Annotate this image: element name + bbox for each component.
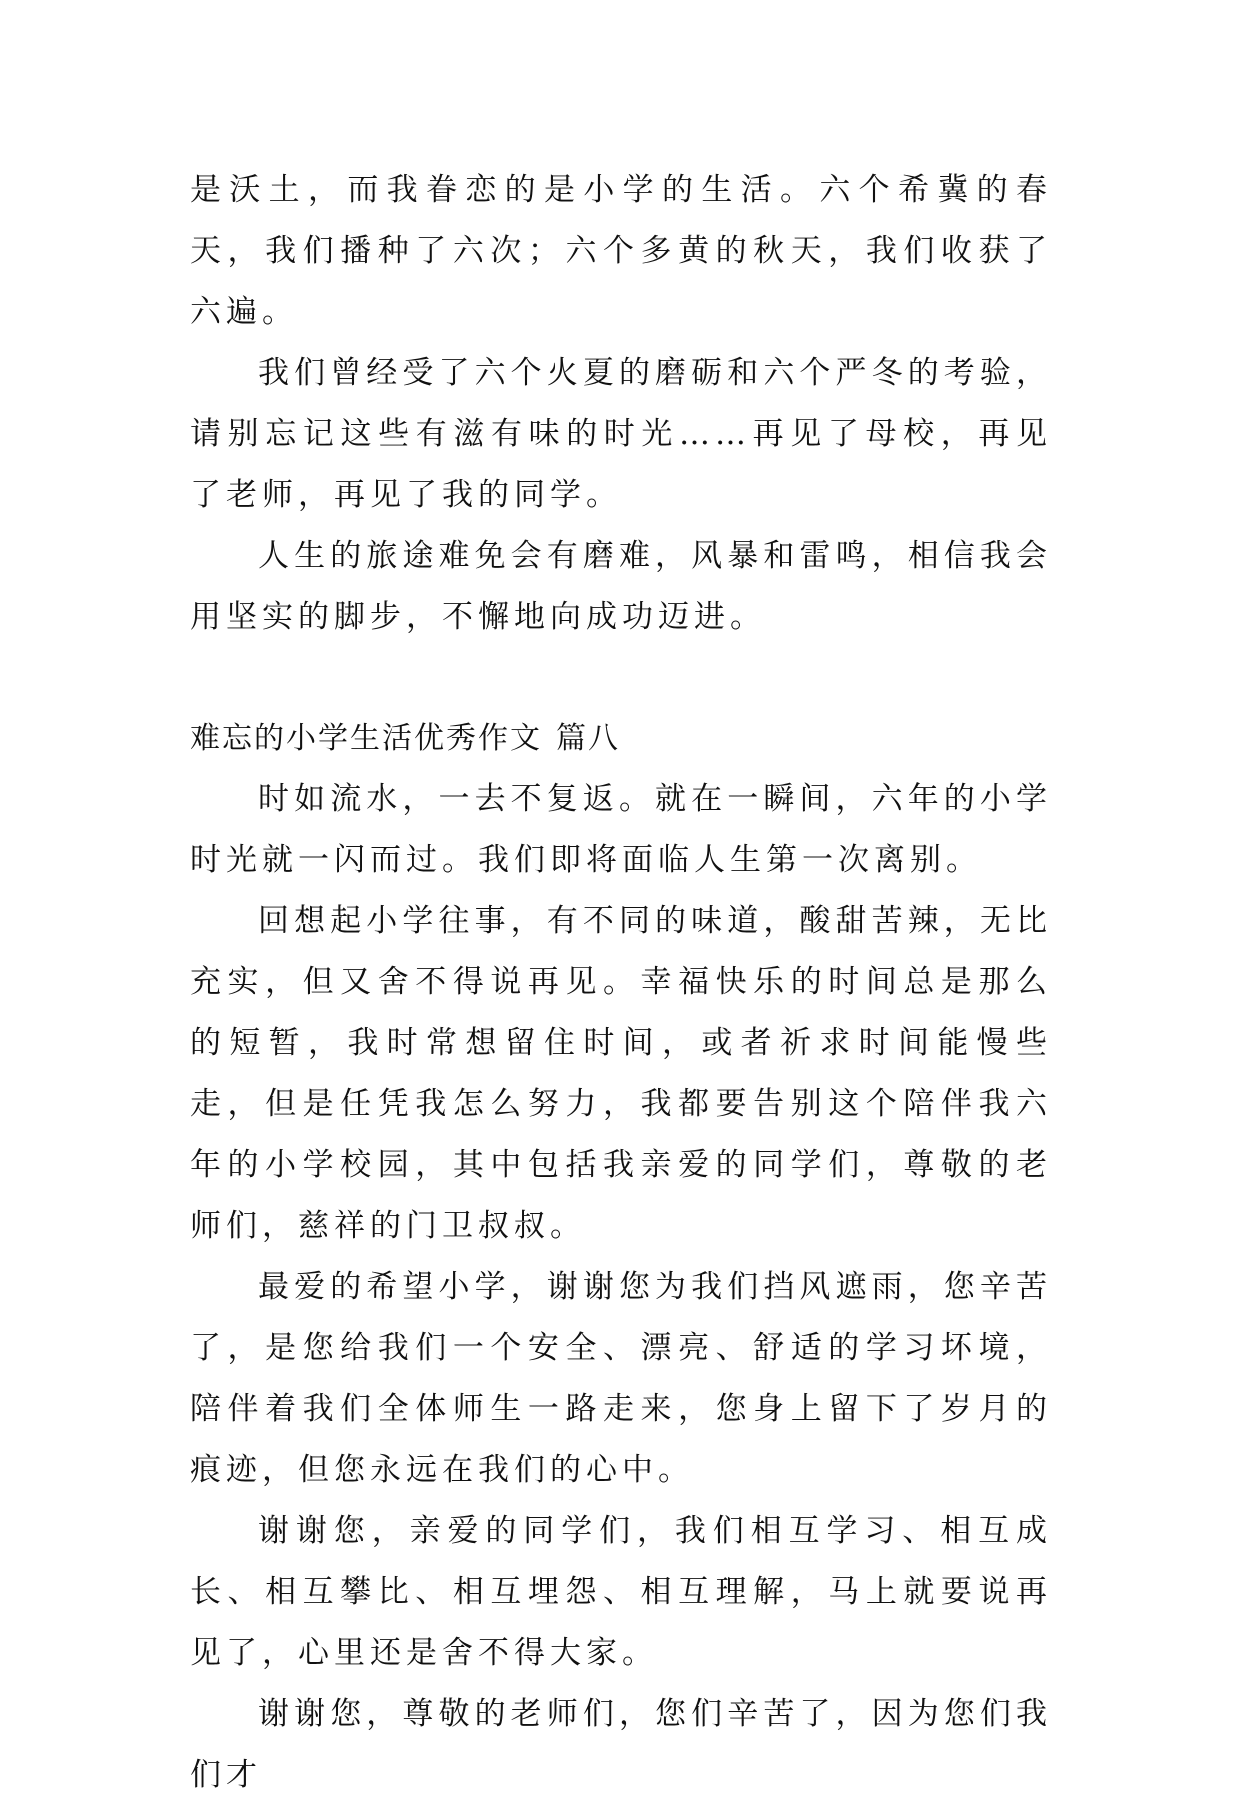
paragraph-5: 回想起小学往事，有不同的味道，酸甜苦辣，无比充实，但又舍不得说再见。幸福快乐的时间总是那么的短暂，我时常想留住时间，或者祈求时间能慢些走，但是任凭我怎么努力，我都要告别这个陪伴我六年的小学校园，其中包括我亲爱的同学们，尊敬的老师们，慈祥的门卫叔叔。 xyxy=(190,903,1052,1244)
paragraph-7: 谢谢您，亲爱的同学们，我们相互学习、相互成长、相互攀比、相互埋怨、相互理解，马上就要说再见了，心里还是舍不得大家。 xyxy=(190,1513,1052,1671)
section-heading xyxy=(190,708,1052,769)
section-title: 难忘的小学生活优秀作文 xyxy=(190,721,542,756)
section-label: 篇八 xyxy=(556,721,620,756)
paragraph-6: 最爱的希望小学，谢谢您为我们挡风遮雨，您辛苦了，是您给我们一个安全、漂亮、舒适的学习坏境，陪伴着我们全体师生一路走来，您身上留下了岁月的痕迹，但您永远在我们的心中。 xyxy=(190,1269,1052,1488)
paragraph-3: 人生的旅途难免会有磨难，风暴和雷鸣，相信我会用坚实的脚步，不懈地向成功迈进。 xyxy=(190,538,1052,635)
paragraph-8: 谢谢您，尊敬的老师们，您们辛苦了，因为您们我们才 xyxy=(190,1696,1052,1793)
paragraph-4: 时如流水，一去不复返。就在一瞬间，六年的小学时光就一闪而过。我们即将面临人生第一次离别。 xyxy=(190,781,1052,878)
paragraph-1: 是沃土，而我眷恋的是小学的生活。六个希冀的春天，我们播种了六次；六个多黄的秋天，我们收获了六遍。 xyxy=(190,172,1052,330)
paragraph-2: 我们曾经受了六个火夏的磨砺和六个严冬的考验，请别忘记这些有滋有味的时光……再见了母校，再见了老师，再见了我的同学。 xyxy=(190,355,1052,513)
document-page xyxy=(190,160,1052,1806)
